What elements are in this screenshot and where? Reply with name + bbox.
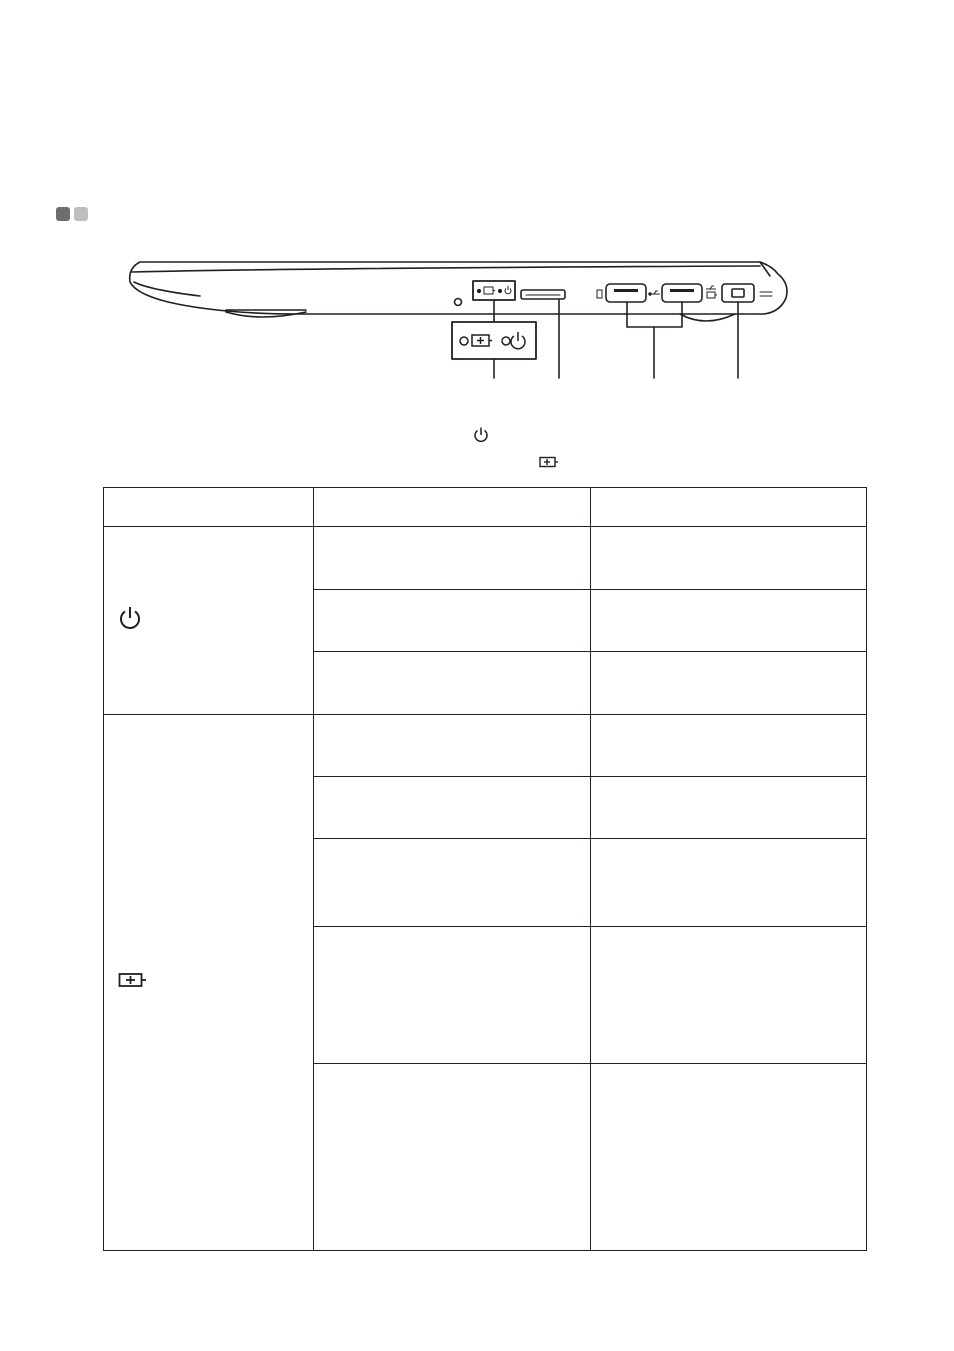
power-icon <box>118 605 142 631</box>
power-icon <box>473 426 489 444</box>
usb-icon <box>706 286 716 289</box>
table-header-row <box>104 488 867 527</box>
usb-port-2 <box>662 284 702 302</box>
battery-indicator-symbol-cell <box>104 715 314 1251</box>
battery-status-icon <box>472 335 492 346</box>
device-led <box>455 299 462 306</box>
table-cell <box>314 527 590 590</box>
usb-icon <box>649 291 660 295</box>
table-row <box>104 715 867 777</box>
table-cell <box>314 777 590 839</box>
header-cell <box>590 488 866 527</box>
power-icon <box>511 332 525 349</box>
laptop-right-side-diagram <box>0 0 954 400</box>
battery-status-icon <box>118 971 148 989</box>
power-indicator-symbol-cell <box>104 527 314 715</box>
rear-foot <box>680 314 735 321</box>
charge-port-icon <box>707 292 717 298</box>
sd-card-icon <box>597 290 602 298</box>
usb-port-1 <box>606 284 646 302</box>
battery-status-icon <box>484 287 495 294</box>
table-cell <box>590 590 866 652</box>
table-cell <box>314 590 590 652</box>
table-cell <box>314 927 590 1064</box>
power-icon <box>505 286 511 294</box>
battery-status-icon <box>539 456 559 468</box>
table-cell <box>590 927 866 1064</box>
table-cell <box>314 652 590 715</box>
table-cell <box>590 839 866 927</box>
table-cell <box>590 652 866 715</box>
table-cell <box>314 839 590 927</box>
indicator-table <box>103 487 867 1251</box>
header-cell <box>314 488 590 527</box>
header-cell <box>104 488 314 527</box>
table-cell <box>314 715 590 777</box>
table-cell <box>590 527 866 590</box>
table-row <box>104 527 867 590</box>
table-cell <box>590 1064 866 1251</box>
table-cell <box>590 715 866 777</box>
power-connector <box>722 284 754 302</box>
indicator-zoom-box <box>452 322 536 359</box>
table-cell <box>314 1064 590 1251</box>
laptop-lid-line <box>132 266 760 272</box>
table-cell <box>590 777 866 839</box>
